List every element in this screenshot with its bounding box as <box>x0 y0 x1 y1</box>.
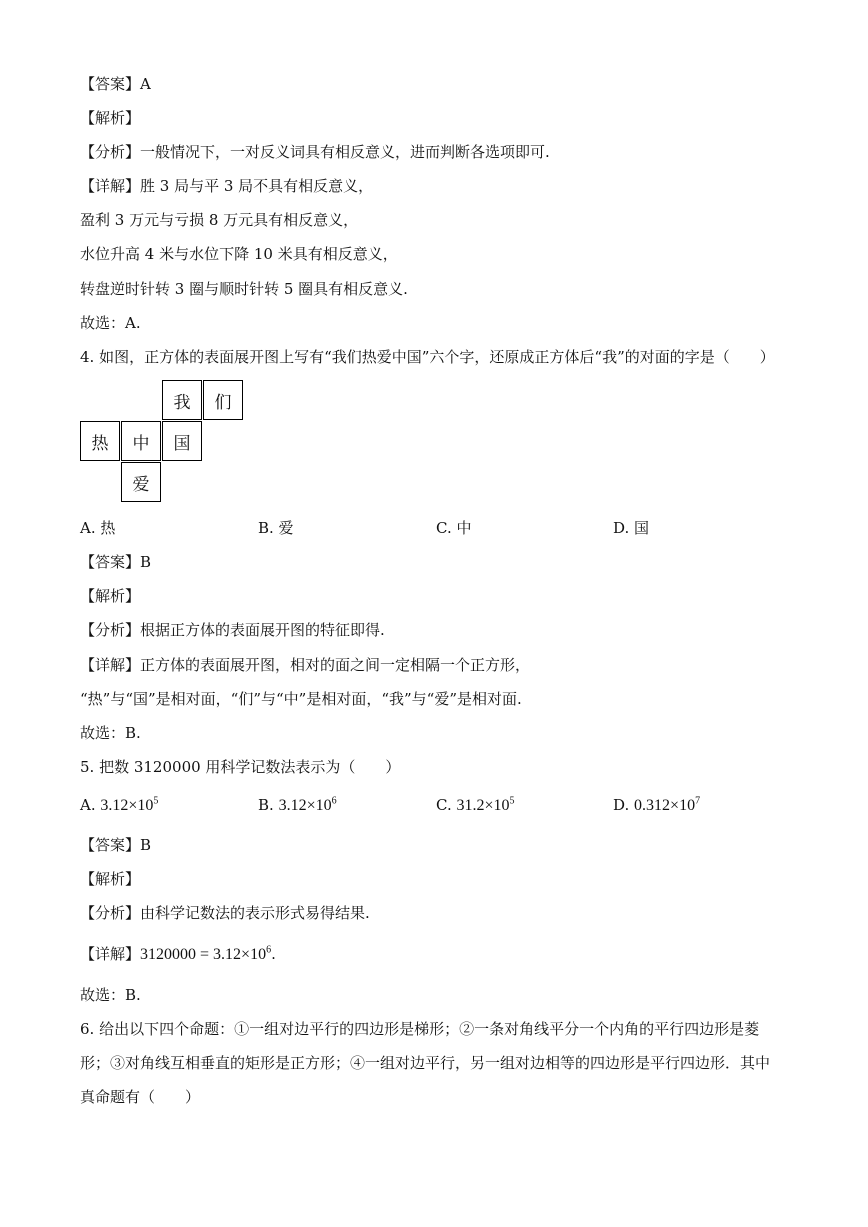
analysis-heading-q4: 【解析】 <box>80 587 141 605</box>
analysis-heading-q5: 【解析】 <box>80 870 141 888</box>
choice-text-q4: 故选：B. <box>80 724 141 742</box>
option-label: B. <box>258 796 274 814</box>
answer-label-q3: 【答案】A <box>80 75 151 93</box>
cube-net-cell: 中 <box>121 421 161 461</box>
detail-text-q3-3: 水位升高 4 米与水位下降 10 米具有相反意义， <box>80 245 398 263</box>
q5-option-a <box>80 795 158 816</box>
analysis-text-q4: 【分析】根据正方体的表面展开图的特征即得. <box>80 621 385 639</box>
choice-text-q5: 故选：B. <box>80 986 141 1004</box>
question-6-line-3: 真命题有（ ） <box>80 1088 201 1106</box>
q5-option-b <box>258 795 337 816</box>
analysis-text-q3: 【分析】一般情况下，一对反义词具有相反意义，进而判断各选项即可. <box>80 143 550 161</box>
cube-net-cell: 我 <box>162 380 202 420</box>
option-value: $3.12\times 10^5$ <box>100 795 159 814</box>
answer-label-q5: 【答案】B <box>80 836 152 854</box>
option-label: C. <box>436 796 452 814</box>
detail-text-q4-1: 【详解】正方体的表面展开图，相对的面之间一定相隔一个正方形， <box>80 656 531 674</box>
option-label: A. <box>80 796 96 814</box>
question-4-text: 4. 如图，正方体的表面展开图上写有“我们热爱中国”六个字，还原成正方体后“我”的对面的字是（ ） <box>80 348 775 366</box>
detail-text-q3-1: 【详解】胜 3 局与平 3 局不具有相反意义， <box>80 177 374 195</box>
detail-text-q5: 【详解】$3120000 = 3.12\times 10^6$. <box>80 944 276 963</box>
detail-text-q3-4: 转盘逆时针转 3 圈与顺时针转 5 圈具有相反意义. <box>80 280 408 298</box>
q5-option-c <box>436 795 515 816</box>
cube-net-cell: 国 <box>162 421 202 461</box>
cube-net-cell: 们 <box>203 380 243 420</box>
option-value: $3.12\times 10^6$ <box>278 795 337 814</box>
q4-option-a: A. 热 <box>80 519 116 537</box>
question-6-line-1: 6. 给出以下四个命题：①一组对边平行的四边形是梯形；②一条对角线平分一个内角的平行四边形是菱 <box>80 1020 760 1038</box>
analysis-text-q5: 【分析】由科学记数法的表示形式易得结果. <box>80 904 370 922</box>
choice-text-q3: 故选：A. <box>80 314 141 332</box>
analysis-heading-q3: 【解析】 <box>80 109 141 127</box>
detail-text-q4-2: “热”与“国”是相对面，“们”与“中”是相对面，“我”与“爱”是相对面. <box>80 690 522 708</box>
q4-option-d: D. 国 <box>613 519 650 537</box>
detail-text-q3-2: 盈利 3 万元与亏损 8 万元具有相反意义， <box>80 211 359 229</box>
option-value: $31.2\times 10^5$ <box>456 795 515 814</box>
question-6-line-2: 形；③对角线互相垂直的矩形是正方形；④一组对边平行，另一组对边相等的四边形是平行四边形．其中 <box>80 1054 771 1072</box>
cube-net-cell: 爱 <box>121 462 161 502</box>
q5-option-d <box>613 795 700 816</box>
question-5-text: 5. 把数 3120000 用科学记数法表示为（ ） <box>80 758 401 776</box>
cube-net-cell: 热 <box>80 421 120 461</box>
option-label: D. <box>613 796 630 814</box>
option-value: $0.312\times 10^7$ <box>634 795 701 814</box>
answer-label-q4: 【答案】B <box>80 553 152 571</box>
cube-net-figure <box>80 380 250 505</box>
q4-option-c: C. 中 <box>436 519 472 537</box>
q4-option-b: B. 爱 <box>258 519 294 537</box>
